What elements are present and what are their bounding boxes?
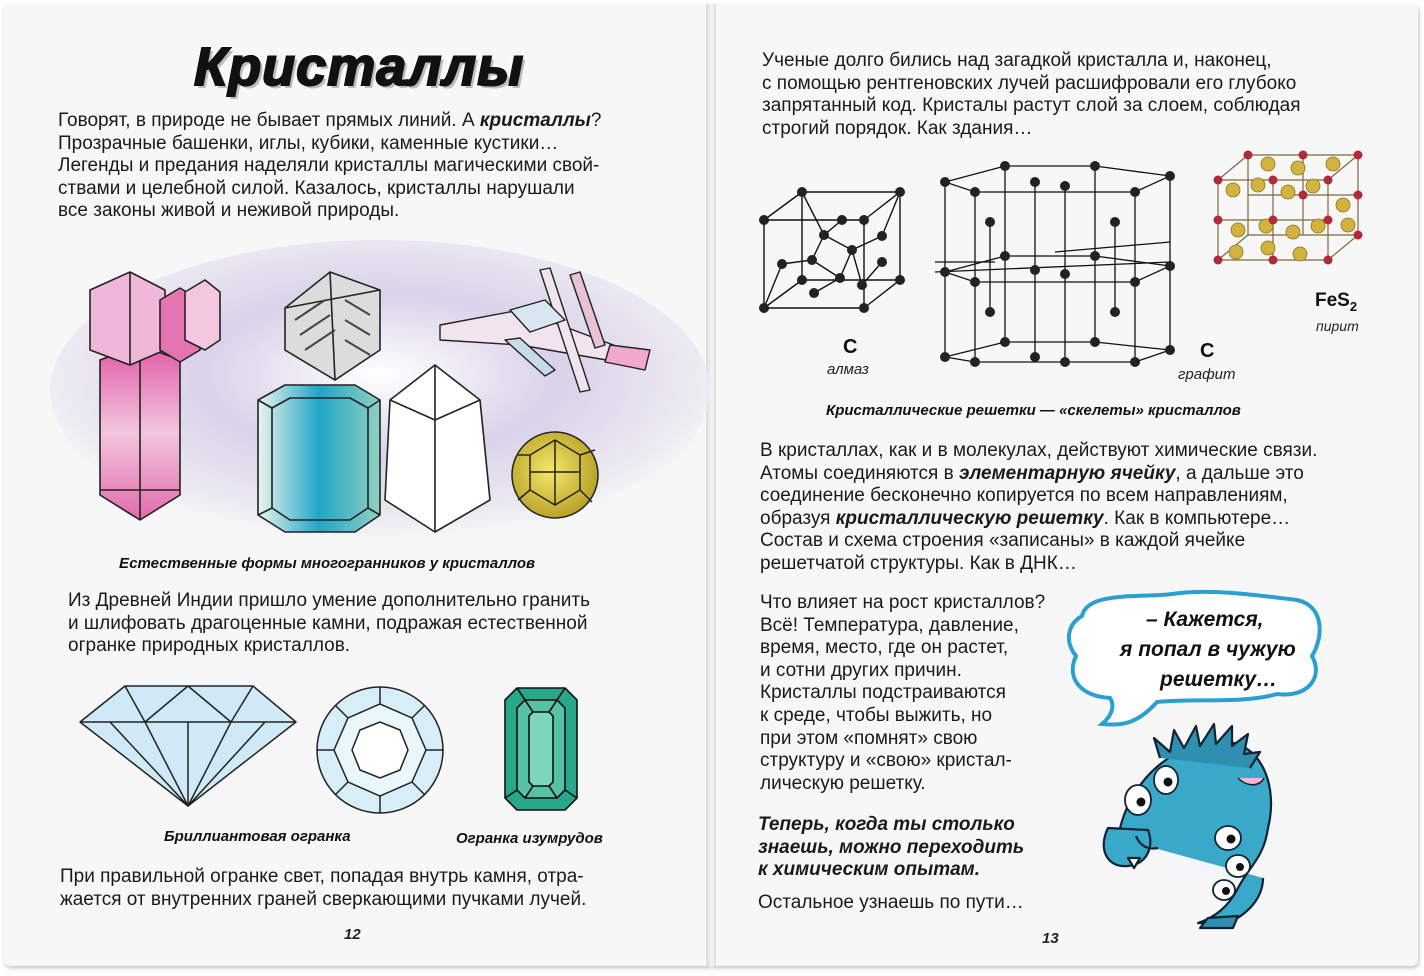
page-title: Кристаллы	[194, 37, 525, 97]
closing-line: Остальное узнаешь по пути…	[758, 892, 1024, 913]
caption-lattice: Кристаллические решетки — «скелеты» кристаллов	[826, 402, 1241, 419]
graphite-lattice-diagram	[935, 162, 1185, 367]
india-line-2: и шлифовать драгоценные камни, подражая естественной	[68, 612, 588, 634]
intro-line-4: ствами и целебной силой. Казалось, кристаллы нарушали	[58, 177, 575, 199]
brilliant-cut-side-image	[80, 684, 298, 809]
bonds-paragraph	[760, 440, 1380, 576]
caption-brilliant-cut: Бриллиантовая огранка	[164, 828, 351, 845]
growth-paragraph	[760, 592, 1080, 795]
diamond-lattice-diagram	[762, 190, 912, 320]
book-spine	[706, 4, 716, 966]
speech-line-1: – Кажется,	[1146, 608, 1264, 631]
light-line-1: При правильной огранке свет, попадая внутрь камня, отра-	[60, 866, 584, 887]
bonds-line-4: образуя кристаллическую решетку. Как в компьютере…	[760, 507, 1291, 529]
page-number-left: 12	[344, 926, 361, 943]
intro-line-2: Прозрачные башенки, иглы, кубики, каменные кустики…	[58, 132, 559, 154]
light-line-2: жается от внутренних граней сверкающими пучками лучей.	[60, 888, 587, 910]
xray-line-4: строгий порядок. Как здания…	[762, 117, 1033, 139]
growth-line-7: при этом «помнят» свою	[760, 727, 978, 749]
next-step-line-3: к химическим опытам.	[758, 859, 980, 881]
next-step-line-1: Теперь, когда ты столько	[758, 814, 1015, 835]
bonds-line-1: В кристаллах, как и в молекулах, действуют химические связи.	[760, 440, 1318, 461]
india-paragraph	[68, 590, 668, 658]
teal-box-crystal	[258, 385, 380, 532]
growth-line-8: структуру и «свою» кристал-	[760, 750, 1012, 772]
diamond-name: алмаз	[827, 361, 869, 378]
graphite-name: графит	[1178, 366, 1236, 383]
brilliant-cut-top-image	[314, 684, 446, 816]
next-step-paragraph	[758, 814, 1078, 882]
emerald-cut-image	[503, 686, 579, 812]
growth-line-9: лическую решетку.	[760, 772, 926, 794]
xray-line-3: запрятанный код. Кристалы растут слой за слоем, соблюдая	[762, 95, 1301, 117]
yellow-faceted-crystal	[512, 432, 598, 518]
india-line-1: Из Древней Индии пришло умение дополнительно гранить	[68, 590, 590, 611]
xray-line-2: с помощью рентгеновских лучей расшифровали его глубоко	[762, 72, 1297, 94]
intro-line-3: Легенды и предания наделяли кристаллы магическими свой-	[58, 155, 600, 177]
speech-bubble	[1062, 586, 1330, 726]
growth-line-4: и сотни других причин.	[760, 659, 962, 681]
intro-line-5: все законы живой и неживой природы.	[58, 200, 400, 222]
next-step-line-2: знаешь, можно переходить	[758, 836, 1025, 858]
caption-emerald-cut: Огранка изумрудов	[456, 830, 603, 847]
growth-line-6: к среде, чтобы выжить, но	[760, 704, 993, 726]
caption-crystal-forms: Естественные формы многогранников у кристаллов	[119, 555, 536, 572]
pyrite-subscript: 2	[1349, 298, 1358, 314]
growth-line-5: Кристаллы подстраиваются	[760, 682, 1006, 704]
bonds-line-6: решетчатой структуры. Как в ДНК…	[760, 552, 1077, 574]
light-paragraph	[60, 866, 660, 911]
speech-line-2: я попал в чужую	[1120, 638, 1296, 661]
intro-paragraph	[58, 110, 658, 223]
pyrite-formula: FeS$_2$	[1315, 290, 1358, 314]
diamond-symbol: C	[843, 336, 858, 358]
growth-line-2: Всё! Температура, давление,	[760, 614, 1019, 636]
intro-line-1: Говорят, в природе не бывает прямых линий. А кристаллы?	[58, 110, 602, 131]
speech-line-3: решетку…	[1160, 668, 1278, 691]
xray-paragraph	[762, 50, 1382, 140]
crystal-forms-illustration	[50, 250, 670, 540]
bonds-line-3: соединение бесконечно копируется по всем направлениям,	[760, 485, 1288, 507]
growth-line-1: Что влияет на рост кристаллов?	[760, 592, 1046, 613]
pyrite-name: пирит	[1316, 318, 1359, 334]
graphite-symbol: C	[1200, 340, 1215, 362]
dragon-character	[1088, 718, 1318, 928]
bonds-line-5: Состав и схема строения «записаны» в каждой ячейке	[760, 530, 1246, 552]
growth-line-3: время, место, где он растет,	[760, 637, 1009, 659]
page-number-right: 13	[1042, 930, 1059, 947]
xray-line-1: Ученые долго бились над загадкой кристалла и, наконец,	[762, 50, 1272, 71]
india-line-3: огранке природных кристаллов.	[68, 635, 351, 657]
bonds-line-2: Атомы соединяются в элементарную ячейку, а дальше это	[760, 462, 1304, 484]
pyrite-lattice-diagram	[1208, 150, 1368, 270]
